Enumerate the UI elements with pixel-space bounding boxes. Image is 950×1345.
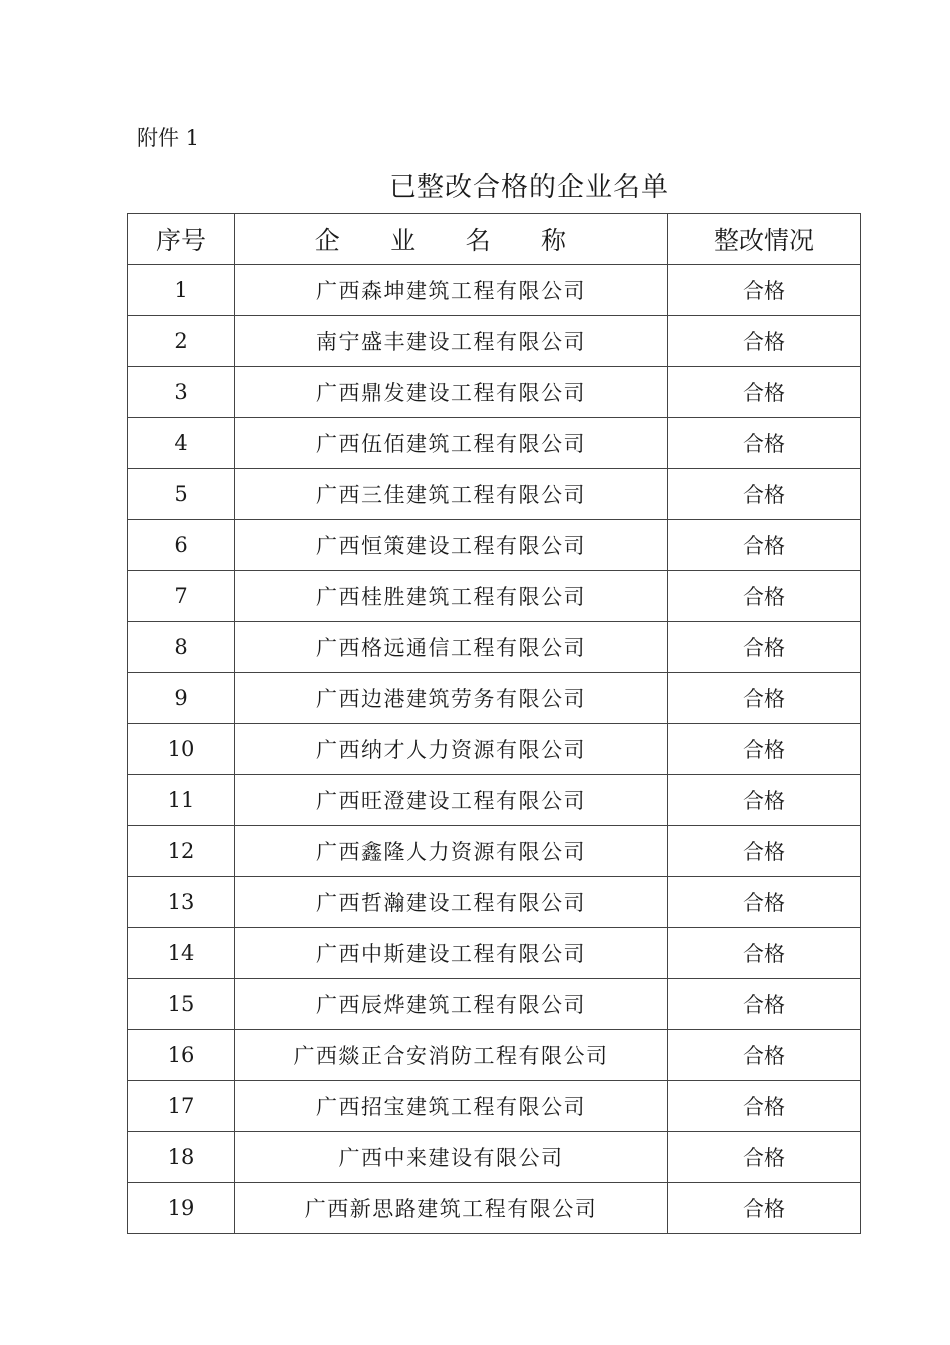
- row-number: 16: [128, 1030, 235, 1081]
- table-row: [128, 1132, 861, 1183]
- enterprise-name: 广西旺澄建设工程有限公司: [235, 775, 668, 826]
- enterprise-name: 广西伍佰建筑工程有限公司: [235, 418, 668, 469]
- rectification-status: 合格: [668, 571, 861, 622]
- enterprise-name: 广西桂胜建筑工程有限公司: [235, 571, 668, 622]
- enterprise-name: 广西燚正合安消防工程有限公司: [235, 1030, 668, 1081]
- rectification-status: 合格: [668, 265, 861, 316]
- table-row: [128, 1183, 861, 1234]
- table-row: [128, 1081, 861, 1132]
- row-number: 8: [128, 622, 235, 673]
- enterprise-name: 广西辰烨建筑工程有限公司: [235, 979, 668, 1030]
- rectification-status: 合格: [668, 928, 861, 979]
- rectification-status: 合格: [668, 775, 861, 826]
- header-name: 企 业 名 称: [235, 214, 668, 265]
- enterprise-name: 广西恒策建设工程有限公司: [235, 520, 668, 571]
- enterprise-name: 广西三佳建筑工程有限公司: [235, 469, 668, 520]
- rectification-status: 合格: [668, 316, 861, 367]
- enterprise-table: [127, 213, 861, 1234]
- rectification-status: 合格: [668, 1081, 861, 1132]
- rectification-status: 合格: [668, 673, 861, 724]
- row-number: 7: [128, 571, 235, 622]
- enterprise-name: 广西新思路建筑工程有限公司: [235, 1183, 668, 1234]
- document-title: 已整改合格的企业名单: [389, 172, 669, 203]
- rectification-status: 合格: [668, 724, 861, 775]
- rectification-status: 合格: [668, 418, 861, 469]
- row-number: 2: [128, 316, 235, 367]
- enterprise-name: 广西招宝建筑工程有限公司: [235, 1081, 668, 1132]
- table-row: [128, 418, 861, 469]
- row-number: 15: [128, 979, 235, 1030]
- rectification-status: 合格: [668, 1030, 861, 1081]
- table-row: [128, 877, 861, 928]
- table-row: [128, 316, 861, 367]
- row-number: 19: [128, 1183, 235, 1234]
- row-number: 17: [128, 1081, 235, 1132]
- table-row: [128, 265, 861, 316]
- rectification-status: 合格: [668, 1132, 861, 1183]
- table-row: [128, 367, 861, 418]
- row-number: 12: [128, 826, 235, 877]
- rectification-status: 合格: [668, 367, 861, 418]
- row-number: 18: [128, 1132, 235, 1183]
- enterprise-name: 广西哲瀚建设工程有限公司: [235, 877, 668, 928]
- enterprise-name: 广西边港建筑劳务有限公司: [235, 673, 668, 724]
- table-row: [128, 622, 861, 673]
- header-status: 整改情况: [668, 214, 861, 265]
- row-number: 13: [128, 877, 235, 928]
- table-row: [128, 724, 861, 775]
- enterprise-name: 广西中斯建设工程有限公司: [235, 928, 668, 979]
- table-header-row: [128, 214, 861, 265]
- table-row: [128, 673, 861, 724]
- table-row: [128, 571, 861, 622]
- rectification-status: 合格: [668, 469, 861, 520]
- table-row: [128, 775, 861, 826]
- row-number: 9: [128, 673, 235, 724]
- rectification-status: 合格: [668, 826, 861, 877]
- enterprise-name: 广西鑫隆人力资源有限公司: [235, 826, 668, 877]
- row-number: 5: [128, 469, 235, 520]
- enterprise-name: 广西中来建设有限公司: [235, 1132, 668, 1183]
- row-number: 6: [128, 520, 235, 571]
- table-row: [128, 826, 861, 877]
- enterprise-name: 广西格远通信工程有限公司: [235, 622, 668, 673]
- row-number: 10: [128, 724, 235, 775]
- table-row: [128, 1030, 861, 1081]
- table-row: [128, 469, 861, 520]
- table-row: [128, 979, 861, 1030]
- header-no: 序号: [128, 214, 235, 265]
- row-number: 4: [128, 418, 235, 469]
- rectification-status: 合格: [668, 622, 861, 673]
- row-number: 11: [128, 775, 235, 826]
- row-number: 3: [128, 367, 235, 418]
- rectification-status: 合格: [668, 520, 861, 571]
- rectification-status: 合格: [668, 877, 861, 928]
- rectification-status: 合格: [668, 979, 861, 1030]
- enterprise-name: 广西鼎发建设工程有限公司: [235, 367, 668, 418]
- rectification-status: 合格: [668, 1183, 861, 1234]
- enterprise-name: 广西纳才人力资源有限公司: [235, 724, 668, 775]
- table-row: [128, 520, 861, 571]
- attachment-label: 附件 1: [137, 126, 200, 150]
- table-row: [128, 928, 861, 979]
- enterprise-name: 南宁盛丰建设工程有限公司: [235, 316, 668, 367]
- row-number: 14: [128, 928, 235, 979]
- enterprise-name: 广西森坤建筑工程有限公司: [235, 265, 668, 316]
- row-number: 1: [128, 265, 235, 316]
